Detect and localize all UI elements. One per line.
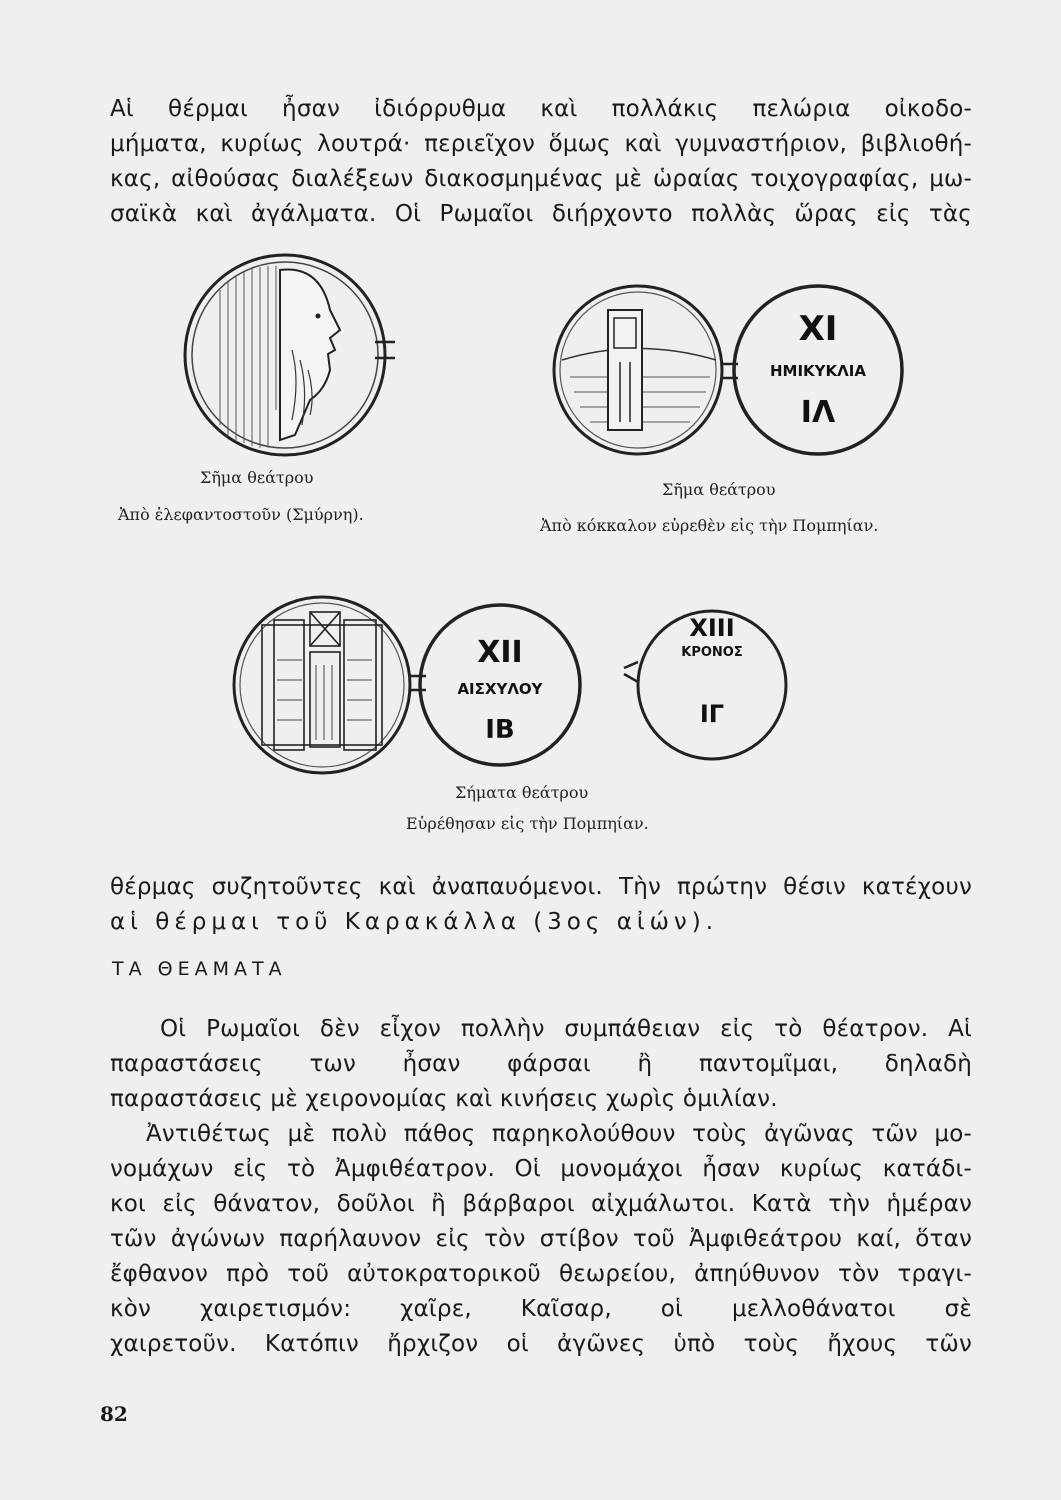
disc-play-title: ΗΜΙΚΥΚΛΙΑ xyxy=(770,362,866,380)
figure-caption-source: Ἀπὸ ἐλεφαντοστοῦν (Σμύρνη). xyxy=(118,505,364,524)
page-number: 82 xyxy=(100,1402,128,1426)
text-line: σαϊκὰ καὶ ἀγάλματα. Οἱ Ρωμαῖοι διήρχοντο πολλὰς ὥρας εἰς τὰς xyxy=(110,201,972,227)
text-line: παραστάσεις μὲ χειρονομίας καὶ κινήσεις χωρὶς ὁμιλίαν. xyxy=(110,1086,778,1112)
continuation-paragraph xyxy=(110,870,972,940)
text-line: κας, αἰθούσας διαλέξεων διακοσμημένας μὲ ὡραίας τοιχογραφίας, μω- xyxy=(110,166,972,192)
text-line: αἱ θέρμαι τοῦ Καρακάλλα (3ος αἰών). xyxy=(110,909,719,935)
figure-caption-title: Σήματα θεάτρου xyxy=(455,783,589,802)
text-line: ἔφθανον πρὸ τοῦ αὐτοκρατορικοῦ θεωρείου, ἀπηύθυνον τὸν τραγι- xyxy=(110,1261,972,1287)
text-line: Ἀντιθέτως μὲ πολὺ πάθος παρηκολούθουν τοὺς ἀγῶνας τῶν μο- xyxy=(146,1121,972,1147)
text-line: Αἱ θέρμαι ἦσαν ἰδιόρρυθμα καὶ πολλάκις πελώρια οἰκοδο- xyxy=(110,96,972,122)
intro-paragraph xyxy=(110,92,972,232)
section-paragraph xyxy=(110,1012,972,1362)
ivory-token-figure xyxy=(180,250,410,465)
text-line: κὸν χαιρετισμόν: χαῖρε, Καῖσαρ, οἱ μελλοθάνατοι σὲ xyxy=(110,1296,972,1322)
figure-caption-title: Σῆμα θεάτρου xyxy=(662,480,776,499)
text-line: χαιρετοῦν. Κατόπιν ἤρχιζον οἱ ἀγῶνες ὑπὸ τοὺς ἤχους τῶν xyxy=(110,1331,972,1357)
text-line: κοι εἰς θάνατον, δοῦλοι ἢ βάρβαροι αἰχμάλωτοι. Κατὰ τὴν ἡμέραν xyxy=(110,1191,972,1217)
disc-play-title: ΑΙΣΧΥΛΟΥ xyxy=(457,680,543,698)
section-heading: ΤΑ ΘΕΑΜΑΤΑ xyxy=(112,958,287,980)
disc-play-title: ΚΡΟΝΟΣ xyxy=(681,645,743,660)
figure-caption-source: Ἀπὸ κόκκαλον εὑρεθὲν εἰς τὴν Πομπηίαν. xyxy=(540,516,879,535)
pompeii-tokens-figure xyxy=(232,590,792,780)
disc-numeral: XIII xyxy=(689,614,735,642)
disc-numeral: XII xyxy=(477,635,523,670)
text-line: τῶν ἀγώνων παρήλαυνον εἰς τὸν στίβον τοῦ Ἀμφιθεάτρου καί, ὅταν xyxy=(110,1226,972,1252)
text-line: θέρμας συζητοῦντες καὶ ἀναπαυόμενοι. Τὴν πρώτην θέσιν κατέχουν xyxy=(110,874,972,900)
bone-token-figure xyxy=(550,282,910,467)
disc-seat-number: ΙΛ xyxy=(800,395,836,430)
text-line: παραστάσεις των ἦσαν φάρσαι ἢ παντομῖμαι, δηλαδὴ xyxy=(110,1051,972,1077)
text-line: Οἱ Ρωμαῖοι δὲν εἶχον πολλὴν συμπάθειαν εἰς τὸ θέατρον. Αἱ xyxy=(160,1016,972,1042)
text-line: νομάχων εἰς τὸ Ἀμφιθέατρον. Οἱ μονομάχοι ἦσαν κυρίως κατάδι- xyxy=(110,1156,972,1182)
disc-numeral: XI xyxy=(798,309,838,349)
disc-seat-number: ΙΓ xyxy=(699,700,725,728)
figure-caption-title: Σῆμα θεάτρου xyxy=(200,468,314,487)
figure-caption-source: Εὑρέθησαν εἰς τὴν Πομπηίαν. xyxy=(406,814,649,833)
text-line: μήματα, κυρίως λουτρά· περιεῖχον ὅμως καὶ γυμναστήριον, βιβλιοθή- xyxy=(110,131,972,157)
disc-seat-number: ΙΒ xyxy=(485,715,515,745)
